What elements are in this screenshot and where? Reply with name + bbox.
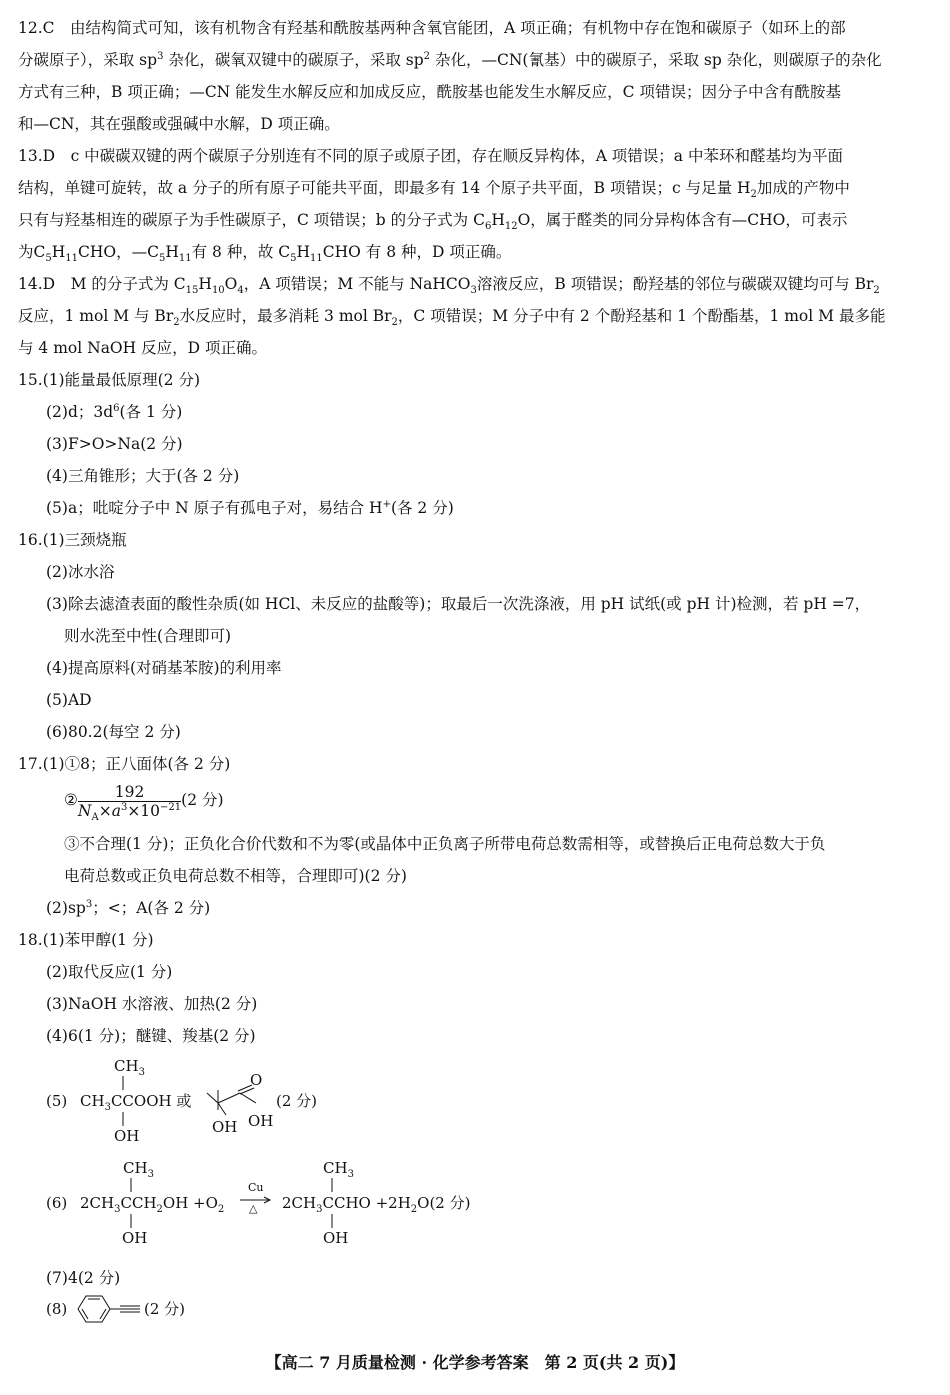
q17-part-1-density: ② $\frac{192}{N_A\times a^3\times 10^{-21}}$ (2 分) xyxy=(64,782,224,823)
phenylacetylene-structure xyxy=(0,0,1,1)
q18-8-score: (2 分) xyxy=(144,1300,186,1318)
q14-line-3: 与 4 mol NaOH 反应，D 项正确。 xyxy=(18,339,267,357)
q14-line-2: 反应，1 mol M 与 $Br_2$水反应时，最多消耗 3 mol $Br_2$，C 项错误；M 分子中有 2 个酚羟基和 1 个酚酯基，1 mol M 最多能 xyxy=(18,307,886,329)
q12-line-1: 12.C 由结构简式可知，该有机物含有羟基和酰胺基两种含氧官能团，A 项正确；有机物中存在饱和碳原子（如环上的部 xyxy=(18,19,846,37)
q18-6-product: $2CH_3CCHO +2H_2O(2$ 分) xyxy=(282,1194,471,1215)
q17-part-1-reason: ③不合理(1 分)；正负化合价代数和不为零(或晶体中正负离子所带电荷总数需相等，或替换后正电荷总数大于负 xyxy=(64,835,826,853)
q18-5-ch3: $CH_3$ xyxy=(114,1057,145,1078)
q13-line-2: 结构，单键可旋转，故 a 分子的所有原子可能共平面，即最多有 14 个原子共平面，B 项错误；c 与足量 $H_2$加成的产物中 xyxy=(18,179,850,201)
q16-part-6: (6)80.2(每空 2 分) xyxy=(46,723,181,741)
q18-5-skeletal-o: O xyxy=(250,1071,263,1089)
q12-line-4: 和—CN，其在强酸或强碱中水解，D 项正确。 xyxy=(18,115,340,133)
q18-5-main: $CH_3CCOOH$ 或 xyxy=(80,1092,192,1113)
density-fraction: $\frac{192}{N_A\times a^3\times 10^{-21}}$ xyxy=(77,782,182,823)
q13-line-3: 只有与羟基相连的碳原子为手性碳原子，C 项错误；b 的分子式为 $C_6H_{12}O$，属于醛类的同分异构体含有—CHO，可表示 xyxy=(18,211,848,233)
q12-line-2: 分碳原子），采取 $sp^3$ 杂化，碳氧双键中的碳原子，采取 $sp^2$ 杂化，—CN(氰基）中的碳原子，采取 sp 杂化，则碳原子的杂化 xyxy=(18,50,882,69)
q18-part-3: (3)NaOH 水溶液、加热(2 分) xyxy=(46,995,258,1013)
q14-line-1: 14.D M 的分子式为 $C_{15}H_{10}O_4$，A 项错误；M 不能与 NaHCO$_3$溶液反应，B 项错误；酚羟基的邻位与碳碳双键均可与 $Br_2$ xyxy=(18,275,880,297)
q15-part-5: (5)a；吡啶分子中 N 原子有孤电子对，易结合 H+(各 2 分) xyxy=(46,498,454,517)
q16-part-5: (5)AD xyxy=(46,691,92,709)
q18-part-5-label: (5) xyxy=(46,1092,68,1110)
q16-part-1: 16.(1)三颈烧瓶 xyxy=(18,531,127,549)
q18-6-oh: OH xyxy=(122,1229,148,1247)
page-footer: 【高二 7 月质量检测 · 化学参考答案 第 2 页(共 2 页)】 xyxy=(265,1353,685,1372)
q17-part-1: 17.(1)①8；正八面体(各 2 分) xyxy=(18,755,231,773)
q18-6-catalyst: Cu xyxy=(248,1181,264,1194)
q15-part-2: (2)d；$3d^6$(各 1 分) xyxy=(46,402,183,421)
q18-part-6-label: (6) xyxy=(46,1194,68,1212)
q18-6-heat: △ xyxy=(249,1202,258,1215)
q18-5-score: (2 分) xyxy=(276,1092,318,1110)
q15-part-4: (4)三角锥形；大于(各 2 分) xyxy=(46,467,240,485)
q16-part-2: (2)冰水浴 xyxy=(46,563,115,581)
q18-6-ch3: $CH_3$ xyxy=(123,1159,154,1180)
q18-6-product-ch3: $CH_3$ xyxy=(323,1159,354,1180)
q16-part-4: (4)提高原料(对硝基苯胺)的利用率 xyxy=(46,659,282,677)
q18-6-product-oh: OH xyxy=(323,1229,349,1247)
q18-5-skeletal-oh: OH xyxy=(212,1118,238,1136)
q15-part-3: (3)F>O>Na(2 分) xyxy=(46,435,183,453)
q18-part-2: (2)取代反应(1 分) xyxy=(46,963,173,981)
q18-part-7: (7)4(2 分) xyxy=(46,1269,121,1287)
q18-6-reactant: $2CH_3CCH_2OH +O_2$ xyxy=(80,1194,225,1215)
q17-part-1-reason-cont: 电荷总数或正负电荷总数不相等，合理即可)(2 分) xyxy=(64,867,407,885)
q18-part-8-label: (8) xyxy=(46,1300,68,1318)
q18-part-1: 18.(1)苯甲醇(1 分) xyxy=(18,931,154,949)
q12-line-3: 方式有三种，B 项正确；—CN 能发生水解反应和加成反应，酰胺基也能发生水解反应，C 项错误；因分子中含有酰胺基 xyxy=(18,83,841,101)
q13-line-1: 13.D c 中碳碳双键的两个碳原子分别连有不同的原子或原子团，存在顺反异构体，A 项错误；a 中苯环和醛基均为平面 xyxy=(18,147,843,165)
q18-5-oh: OH xyxy=(114,1127,140,1145)
q13-line-4: 为$C_5H_{11}CHO$，$—C_5H_{11}$有 8 种，故 $C_5H_{11}CHO$ 有 8 种，D 项正确。 xyxy=(18,243,512,265)
q16-part-3-cont: 则水洗至中性(合理即可) xyxy=(64,627,232,645)
q18-5-skeletal-oh-acid: OH xyxy=(248,1112,274,1130)
q16-part-3: (3)除去滤渣表面的酸性杂质(如 HCl、未反应的盐酸等)；取最后一次洗涤液，用 pH 试纸(或 pH 计)检测，若 pH =7， xyxy=(46,595,871,613)
q17-part-2: $(2)sp^3$；<；A(各 2 分) xyxy=(46,898,211,917)
q18-part-4: (4)6(1 分)；醚键、羧基(2 分) xyxy=(46,1027,256,1045)
q15-part-1: 15.(1)能量最低原理(2 分) xyxy=(18,371,200,389)
